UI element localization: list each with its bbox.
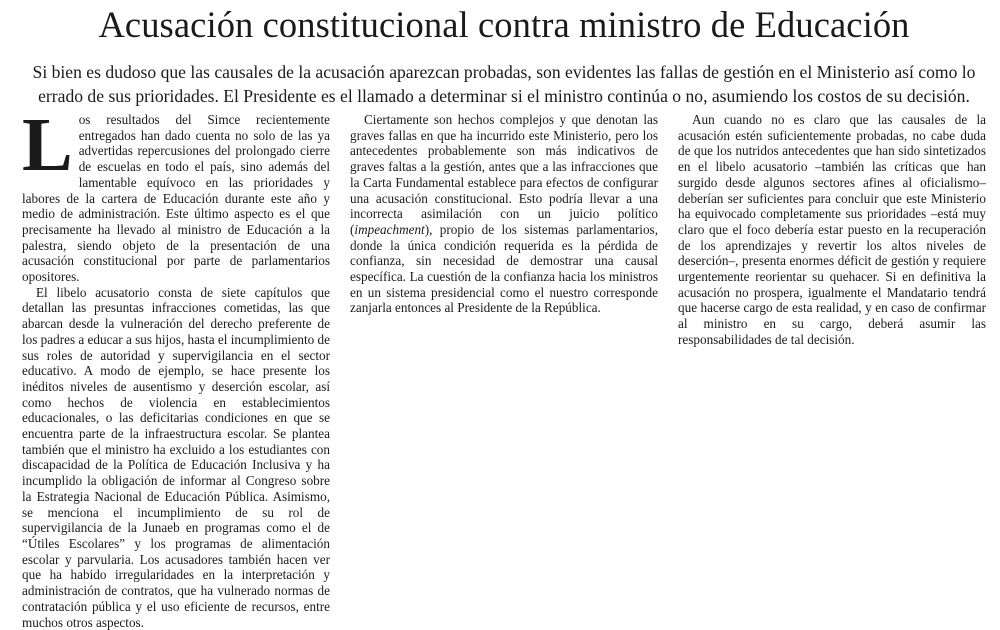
deck-line-1: Si bien es dudoso que las causales de la acusación aparezcan probadas, son evidentes las fallas de gestión en el Ministerio así como lo (32, 62, 976, 82)
body-paragraph-1 (22, 103, 330, 285)
body-paragraph-4: Aun cuando no es claro que las causales de la acusación estén suficientemente probadas, no cabe duda de que los nutridos antecedentes que han sido sintetizados en el libelo acusatorio –también las críticas que han surgido desde algunos sectores afines al oficialismo– deberían ser suficientes para concluir que este Ministerio ha equivocado completamente sus prioridades –está muy claro que el foco debería estar puesto en la recuperación de los aprendizajes y revertir los altos niveles de deserción–, presenta enormes déficit de gestión y requiere urgentemente reorientar su quehacer. Si en definitiva la acusación no prospera, igualmente el Mandatario tendrá que hacerse cargo de esta realidad, y en caso de confirmar al ministro en su cargo, deberá asumir las responsabilidades de tal decisión. (678, 112, 986, 347)
impeachment-term: impeachment (354, 221, 425, 237)
body-column-2 (350, 112, 658, 630)
body-paragraph-2: El libelo acusatorio consta de siete capítulos que detallan las presuntas infracciones cometidas, las que abarcan desde la vulneración del derecho preferente de los padres a educar a sus hijos, hasta el incumplimiento de sus roles de autoridad y supervigilancia en el sector educativo. A modo de ejemplo, se hace presente los inéditos niveles de ausentismo y deserción escolar, así como hechos de violencia en establecimientos educacionales, o las deficitarias condiciones en que se encuentra parte de la infraestructura escolar. Se plantea también que el ministro ha excluido a los estudiantes con discapacidad de la Política de Educación Inclusiva y ha incumplido la obligación de informar al Congreso sobre la Estrategia Nacional de Educación Pública. Asimismo, se menciona el incumplimiento de su rol de supervigilancia de la Junaeb en programas como el de “Útiles Escolares” y los programas de alimentación escolar y parvularia. Los acusadores también hacen ver que ha habido irregularidades en la interpretación y administración de contratos, que ha vulnerado normas de contratación pública y el uso eficiente de recursos, entre muchos otros aspectos. (22, 284, 330, 630)
body-paragraph-3 (350, 112, 658, 316)
drop-cap: L (22, 103, 73, 187)
body-paragraph-3-text-b: ), propio de los sistemas parlamentarios, donde la única condición requerida es la pérdida de confianza, sin necesidad de demostrar una causal específica. La cuestión de la confianza hacia los ministros en un sistema presidencial como el nuestro corresponde zanjarla entonces al Presidente de la República. (350, 221, 658, 316)
deck-line-2: errado de sus prioridades. El Presidente es el llamado a determinar si el ministro continúa o no, asumiendo los costos de su decisión. (38, 85, 970, 106)
body-column-3 (678, 112, 986, 630)
article-headline: Acusación constitucional contra ministro de Educación (98, 4, 910, 45)
body-paragraph-1-text: os resultados del Simce recientemente entregados han dado cuenta no solo de las ya advertidas repercusiones del prolongado cierre de escuelas en todo el país, sino además del lamentable equívoco en las prioridades y labores de la cartera de Educación durante este año y medio de administración. Este último aspecto es el que precisamente ha llevado al ministro de Educación a la palestra, siendo objeto de la presentación de una acusación constitucional por parte de parlamentarios opositores. (22, 112, 330, 285)
body-paragraph-3-text-a: Ciertamente son hechos complejos y que denotan las graves fallas en que ha incurrido este Ministerio, pero los antecedentes probablemente son más indicativos de graves faltas a la gestión, antes que a las infracciones que la Carta Fundamental establece para efectos de configurar una acusación constitucional. Esto podría llevar a una incorrecta asimilación con un juicio político ( (350, 112, 658, 237)
article-body (22, 103, 986, 630)
article-deck (22, 61, 986, 108)
body-column-1 (22, 103, 330, 630)
